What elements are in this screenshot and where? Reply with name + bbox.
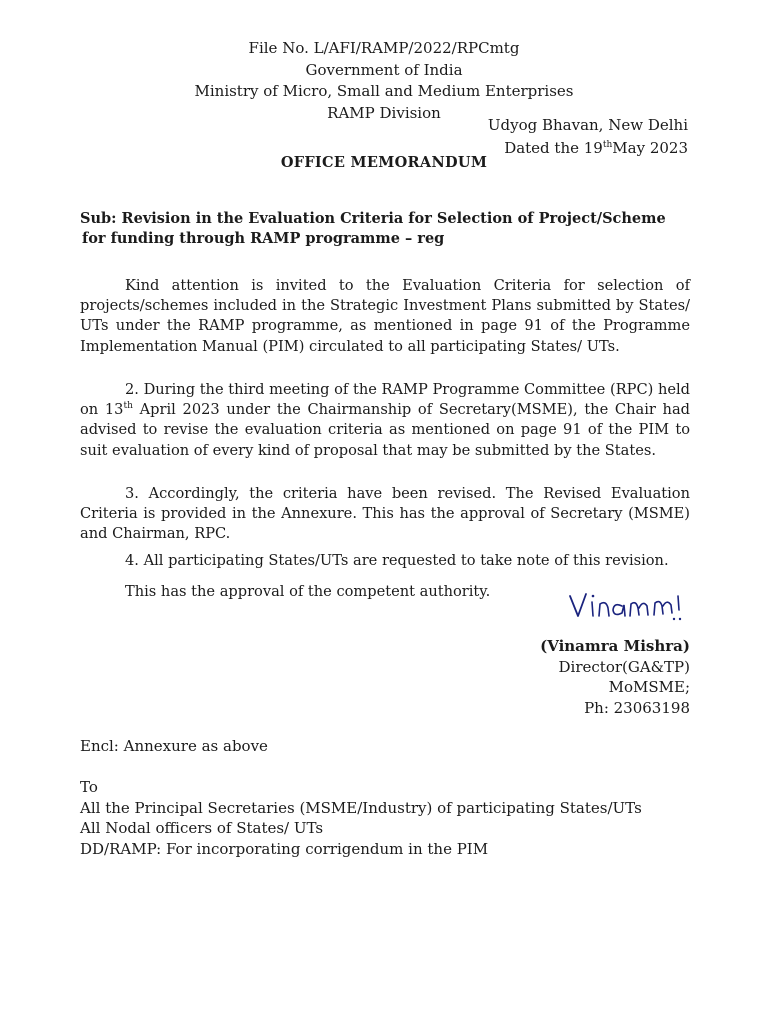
government-line: Government of India (305, 60, 463, 79)
paragraph-2-b: April 2023 under the Chairmanship of Secretary(MSME), the Chair had advised to revise the evaluation criteria as mentioned on page 91 of the PIM to suit evaluation of every kind of proposal that may be submitted by the States. (80, 401, 691, 459)
paragraph-2-a: 2. During the third meeting of the RAMP Programme Committee (RPC) held on 13 (80, 381, 690, 419)
paragraph-4: 4. All participating States/UTs are requested to take note of this revision. (125, 552, 669, 569)
signatory-org: MoMSME; (608, 678, 690, 696)
division-line: RAMP Division (327, 103, 441, 122)
paragraph-3: 3. Accordingly, the criteria have been revised. The Revised Evaluation Criteria is provided in the Annexure. This has the approval of Secretary (MSME) and Chairman, RPC. (80, 485, 690, 543)
place-date-block (488, 115, 688, 158)
letterhead (0, 38, 768, 124)
place: Udyog Bhavan, New Delhi (487, 116, 688, 134)
recipient-line: All Nodal officers of States/ UTs (80, 819, 324, 837)
date-sup: th (602, 140, 613, 150)
subject (80, 209, 680, 249)
signatory-designation: Director(GA&TP) (558, 657, 690, 676)
paragraph-2 (80, 380, 690, 461)
signatory-block (540, 636, 690, 718)
paragraph-2-sup: th (123, 401, 133, 412)
date-suffix: May 2023 (612, 139, 688, 157)
ministry-line: Ministry of Micro, Small and Medium Enterprises (194, 82, 574, 100)
subject-line-2: for funding through RAMP programme – reg (82, 230, 445, 247)
signatory-name: (Vinamra Mishra) (540, 637, 690, 655)
memo-title: OFFICE MEMORANDUM (280, 154, 488, 171)
paragraph-1: Kind attention is invited to the Evaluation Criteria for selection of projects/schemes included in the Strategic Investment Plans submitted by States/ UTs under the RAMP programme, as mentioned in page 91 of the Programme Implementation Manual (PIM) circulated to all participating States/ UTs. (80, 277, 690, 355)
recipient-line: All the Principal Secretaries (MSME/Industry) of participating States/UTs (80, 798, 642, 817)
recipients-block (80, 777, 642, 859)
to-label: To (80, 778, 98, 796)
recipient-line: DD/RAMP: For incorporating corrigendum in the PIM (80, 839, 489, 858)
signatory-phone: Ph: 23063198 (584, 698, 690, 717)
enclosure-line: Encl: Annexure as above (80, 737, 268, 755)
file-number: File No. L/AFI/RAMP/2022/RPCmtg (248, 39, 520, 57)
paragraph-5: This has the approval of the competent authority. (125, 583, 491, 600)
date-prefix: Dated the 19 (504, 139, 603, 157)
subject-line-1: Sub: Revision in the Evaluation Criteria for Selection of Project/Scheme (80, 210, 666, 227)
handwritten-signature (566, 586, 696, 626)
